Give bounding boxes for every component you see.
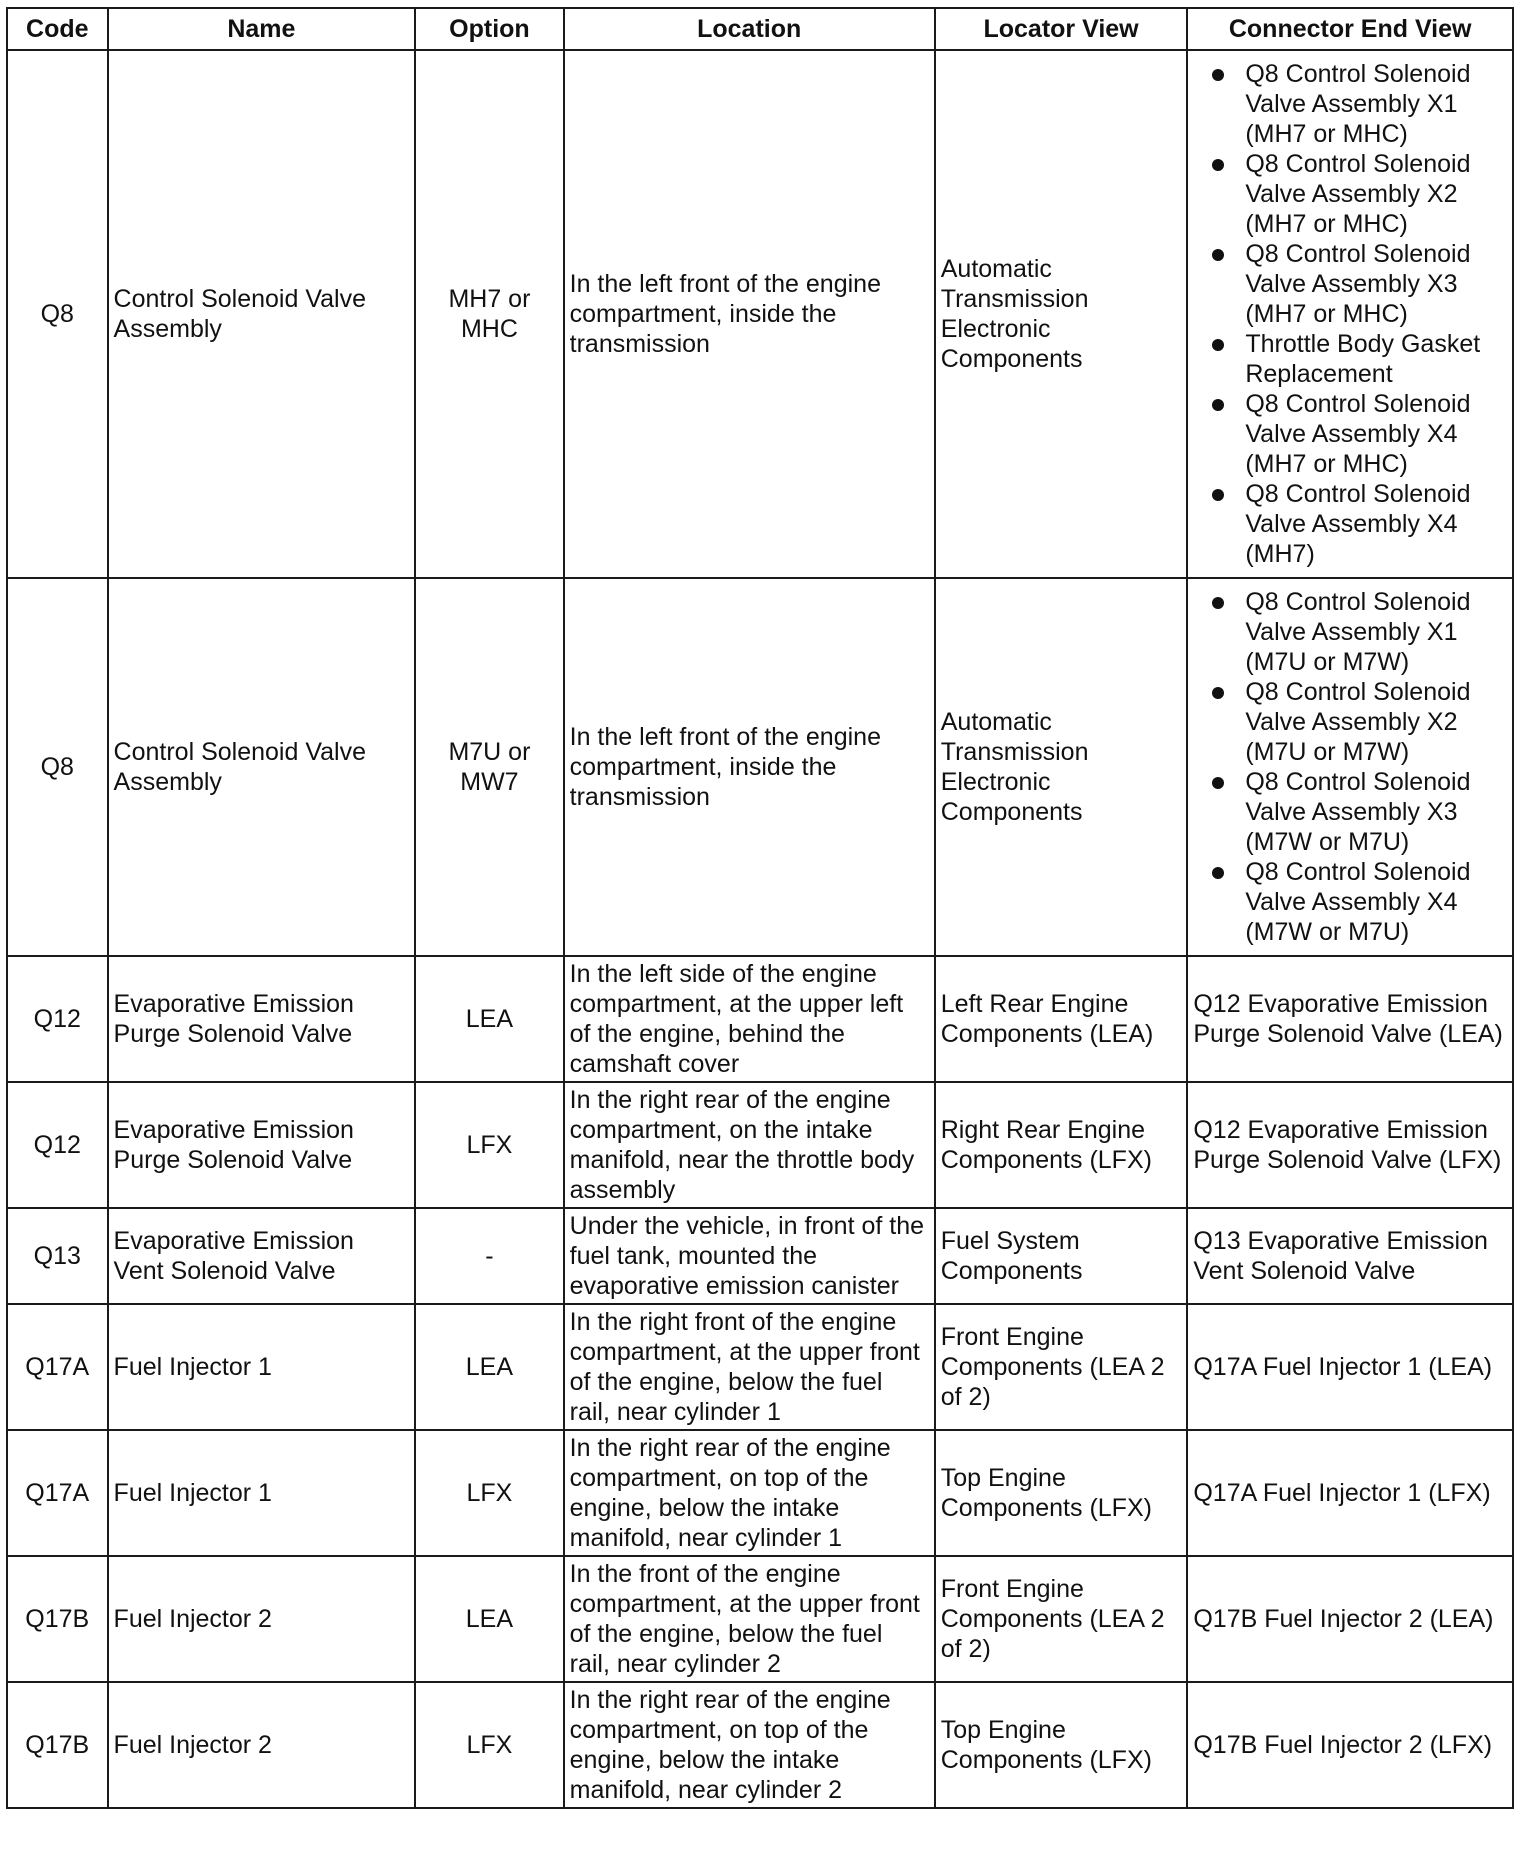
header-locator-view: Locator View (935, 8, 1188, 50)
cell-connector-end-view: Q13 Evaporative Emission Vent Solenoid Valve (1187, 1208, 1513, 1304)
cell-locator-view: Left Rear Engine Components (LEA) (935, 956, 1188, 1082)
cell-locator-view: Automatic Transmission Electronic Components (935, 578, 1188, 956)
connector-list (1193, 587, 1507, 947)
cell-location: In the left side of the engine compartment, at the upper left of the engine, behind the camshaft cover (564, 956, 935, 1082)
cell-location: In the front of the engine compartment, at the upper front of the engine, below the fuel rail, near cylinder 2 (564, 1556, 935, 1682)
cell-location: In the left front of the engine compartment, inside the transmission (564, 578, 935, 956)
cell-name: Evaporative Emission Purge Solenoid Valve (108, 1082, 416, 1208)
cell-name: Evaporative Emission Vent Solenoid Valve (108, 1208, 416, 1304)
cell-name: Fuel Injector 2 (108, 1556, 416, 1682)
component-locator-table (6, 7, 1514, 1809)
cell-connector-end-view: Q17B Fuel Injector 2 (LEA) (1187, 1556, 1513, 1682)
cell-connector-end-view: Q12 Evaporative Emission Purge Solenoid Valve (LEA) (1187, 956, 1513, 1082)
cell-location: In the right rear of the engine compartment, on the intake manifold, near the throttle body assembly (564, 1082, 935, 1208)
cell-code: Q17B (7, 1682, 108, 1808)
connector-list-item: Throttle Body Gasket Replacement (1193, 329, 1507, 389)
cell-connector-end-view (1187, 50, 1513, 578)
table-row (7, 578, 1513, 956)
connector-list-item: Q8 Control Solenoid Valve Assembly X4 (MH7) (1193, 479, 1507, 569)
cell-option: LFX (415, 1430, 563, 1556)
connector-list-item: Q8 Control Solenoid Valve Assembly X3 (MH7 or MHC) (1193, 239, 1507, 329)
cell-name: Control Solenoid Valve Assembly (108, 578, 416, 956)
header-row (7, 8, 1513, 50)
cell-connector-end-view (1187, 578, 1513, 956)
cell-code: Q8 (7, 578, 108, 956)
cell-option: LEA (415, 1304, 563, 1430)
connector-list-item: Q8 Control Solenoid Valve Assembly X1 (MH7 or MHC) (1193, 59, 1507, 149)
cell-location: In the right rear of the engine compartment, on top of the engine, below the intake manifold, near cylinder 1 (564, 1430, 935, 1556)
connector-list-item: Q8 Control Solenoid Valve Assembly X4 (M7W or M7U) (1193, 857, 1507, 947)
cell-option: M7U or MW7 (415, 578, 563, 956)
connector-list-item: Q8 Control Solenoid Valve Assembly X3 (M7W or M7U) (1193, 767, 1507, 857)
header-option: Option (415, 8, 563, 50)
connector-list-item: Q8 Control Solenoid Valve Assembly X4 (MH7 or MHC) (1193, 389, 1507, 479)
cell-name: Fuel Injector 1 (108, 1304, 416, 1430)
header-code: Code (7, 8, 108, 50)
connector-list-item: Q8 Control Solenoid Valve Assembly X2 (MH7 or MHC) (1193, 149, 1507, 239)
cell-locator-view: Right Rear Engine Components (LFX) (935, 1082, 1188, 1208)
cell-connector-end-view: Q17A Fuel Injector 1 (LEA) (1187, 1304, 1513, 1430)
cell-code: Q12 (7, 956, 108, 1082)
cell-code: Q17A (7, 1430, 108, 1556)
cell-locator-view: Fuel System Components (935, 1208, 1188, 1304)
connector-list (1193, 59, 1507, 569)
table-row (7, 1556, 1513, 1682)
cell-option: LEA (415, 1556, 563, 1682)
cell-option: - (415, 1208, 563, 1304)
cell-code: Q8 (7, 50, 108, 578)
table-row (7, 1208, 1513, 1304)
table-row (7, 1082, 1513, 1208)
cell-location: Under the vehicle, in front of the fuel tank, mounted the evaporative emission canister (564, 1208, 935, 1304)
cell-code: Q12 (7, 1082, 108, 1208)
table-row (7, 956, 1513, 1082)
header-name: Name (108, 8, 416, 50)
cell-locator-view: Top Engine Components (LFX) (935, 1430, 1188, 1556)
cell-name: Fuel Injector 1 (108, 1430, 416, 1556)
cell-code: Q17B (7, 1556, 108, 1682)
cell-locator-view: Automatic Transmission Electronic Components (935, 50, 1188, 578)
cell-locator-view: Front Engine Components (LEA 2 of 2) (935, 1304, 1188, 1430)
header-connector-end-view: Connector End View (1187, 8, 1513, 50)
cell-name: Fuel Injector 2 (108, 1682, 416, 1808)
table-row (7, 1304, 1513, 1430)
cell-name: Evaporative Emission Purge Solenoid Valve (108, 956, 416, 1082)
header-location: Location (564, 8, 935, 50)
cell-connector-end-view: Q12 Evaporative Emission Purge Solenoid Valve (LFX) (1187, 1082, 1513, 1208)
cell-code: Q17A (7, 1304, 108, 1430)
cell-name: Control Solenoid Valve Assembly (108, 50, 416, 578)
component-locator-table-wrapper (6, 7, 1514, 1809)
table-row (7, 50, 1513, 578)
cell-option: LFX (415, 1082, 563, 1208)
cell-connector-end-view: Q17A Fuel Injector 1 (LFX) (1187, 1430, 1513, 1556)
connector-list-item: Q8 Control Solenoid Valve Assembly X1 (M7U or M7W) (1193, 587, 1507, 677)
cell-locator-view: Front Engine Components (LEA 2 of 2) (935, 1556, 1188, 1682)
cell-code: Q13 (7, 1208, 108, 1304)
cell-option: LEA (415, 956, 563, 1082)
table-row (7, 1430, 1513, 1556)
cell-location: In the left front of the engine compartment, inside the transmission (564, 50, 935, 578)
cell-locator-view: Top Engine Components (LFX) (935, 1682, 1188, 1808)
cell-option: MH7 or MHC (415, 50, 563, 578)
cell-location: In the right front of the engine compartment, at the upper front of the engine, below the fuel rail, near cylinder 1 (564, 1304, 935, 1430)
connector-list-item: Q8 Control Solenoid Valve Assembly X2 (M7U or M7W) (1193, 677, 1507, 767)
cell-location: In the right rear of the engine compartment, on top of the engine, below the intake manifold, near cylinder 2 (564, 1682, 935, 1808)
cell-option: LFX (415, 1682, 563, 1808)
cell-connector-end-view: Q17B Fuel Injector 2 (LFX) (1187, 1682, 1513, 1808)
table-row (7, 1682, 1513, 1808)
